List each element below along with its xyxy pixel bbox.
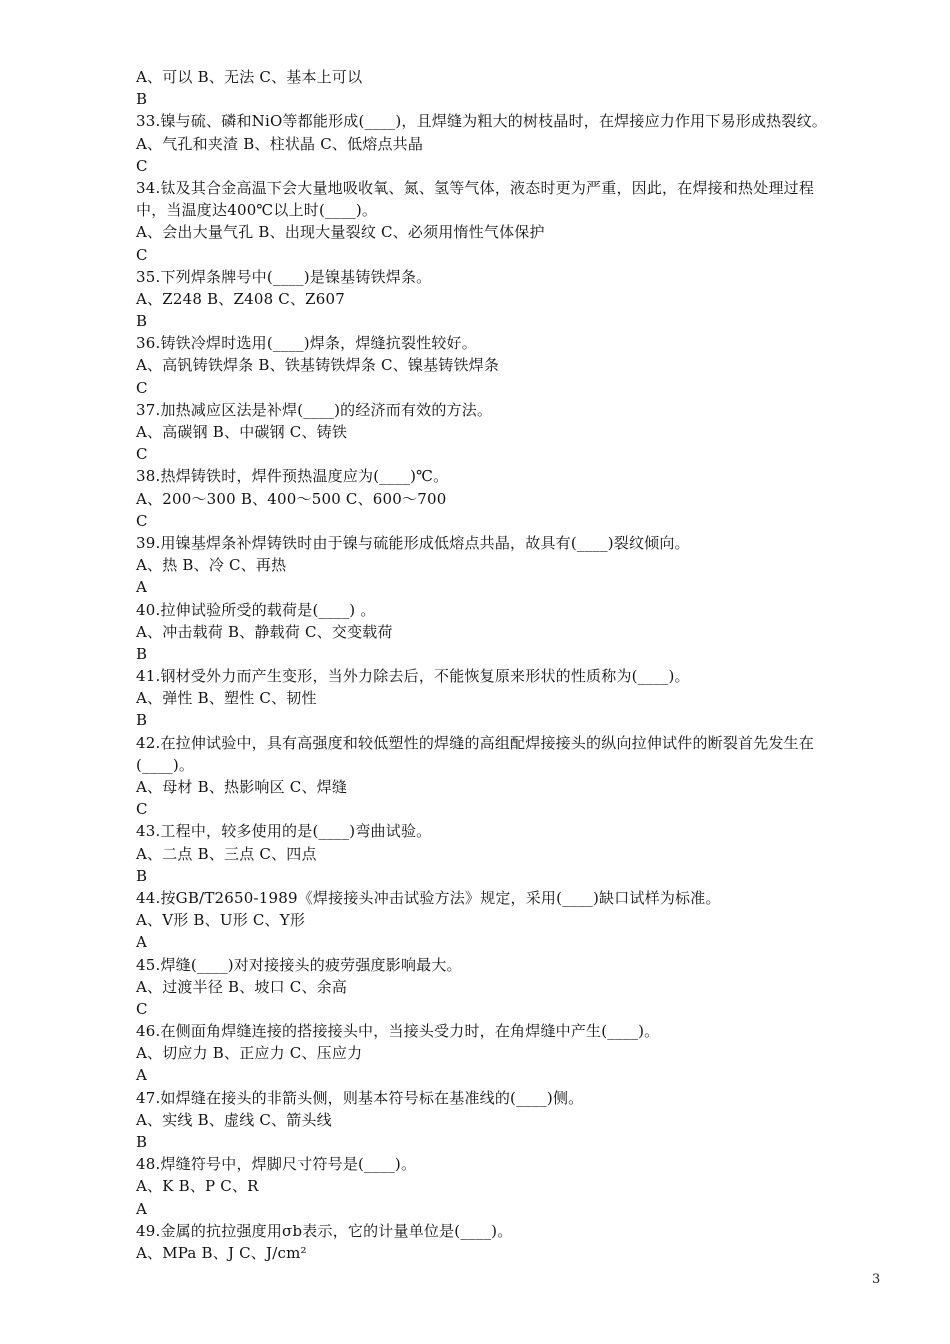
question-text: 47.如焊缝在接头的非箭头侧，则基本符号标在基准线的(____)侧。 [136, 1088, 584, 1107]
answer-options: A、实线 B、虚线 C、箭头线 [136, 1110, 332, 1129]
correct-answer: C [136, 800, 148, 819]
question-text: 35.下列焊条牌号中(____)是镍基铸铁焊条。 [136, 267, 432, 286]
question-text: 36.铸铁冷焊时选用(____)焊条，焊缝抗裂性较好。 [136, 334, 477, 353]
question-text: 45.焊缝(____)对对接接头的疲劳强度影响最大。 [136, 955, 462, 974]
correct-answer: A [136, 578, 148, 597]
question-text: 43.工程中，较多使用的是(____)弯曲试验。 [136, 822, 432, 841]
answer-options: A、K B、P C、R [136, 1177, 259, 1196]
question-text: 49.金属的抗拉强度用σb表示，它的计量单位是(____)。 [136, 1221, 513, 1240]
answer-options: A、200～300 B、400～500 C、600～700 [136, 489, 447, 508]
answer-options: A、MPa B、J C、J/cm² [136, 1243, 307, 1262]
answer-options: A、高钒铸铁焊条 B、铁基铸铁焊条 C、镍基铸铁焊条 [136, 356, 500, 375]
answer-options: A、母材 B、热影响区 C、焊缝 [136, 778, 348, 796]
answer-options: A、热 B、冷 C、再热 [136, 556, 287, 575]
document-body [136, 66, 896, 1264]
correct-answer: C [136, 245, 148, 264]
correct-answer: B [136, 711, 148, 730]
text-line: 中，当温度达400℃以上时(____)。 [136, 201, 378, 220]
answer-options: A、Z248 B、Z408 C、Z607 [136, 289, 346, 308]
answer-options: A、会出大量气孔 B、出现大量裂纹 C、必须用惰性气体保护 [136, 223, 545, 242]
correct-answer: A [136, 933, 148, 952]
question-text: 44.按GB/T2650-1989《焊接接头冲击试验方法》规定，采用(____)缺口试样为标准。 [136, 888, 721, 907]
answer-options: A、二点 B、三点 C、四点 [136, 844, 317, 863]
question-text: 38.热焊铸铁时，焊件预热温度应为(____)℃。 [136, 467, 449, 486]
correct-answer: A [136, 1199, 148, 1218]
question-text: 48.焊缝符号中，焊脚尺寸符号是(____)。 [136, 1155, 417, 1174]
answer-options: A、弹性 B、塑性 C、韧性 [136, 689, 317, 708]
question-text: 34.钛及其合金高温下会大量地吸收氧、氮、氢等气体，液态时更为严重，因此，在焊接和热处理过程 [136, 178, 815, 197]
answer-options: A、可以 B、无法 C、基本上可以 [136, 68, 363, 86]
correct-answer: B [136, 90, 148, 109]
question-text: 40.拉伸试验所受的载荷是(____) 。 [136, 600, 376, 619]
question-text: 37.加热减应区法是补焊(____)的经济而有效的方法。 [136, 400, 493, 419]
correct-answer: C [136, 156, 148, 175]
question-text: 42.在拉伸试验中，具有高强度和较低塑性的焊缝的高组配焊接接头的纵向拉伸试件的断裂首先发生在 [136, 733, 815, 752]
answer-options: A、过渡半径 B、坡口 C、余高 [136, 977, 348, 996]
correct-answer: C [136, 378, 148, 397]
correct-answer: B [136, 1133, 148, 1151]
correct-answer: C [136, 511, 148, 530]
text-line: (____)。 [136, 755, 195, 774]
question-text: 46.在侧面角焊缝连接的搭接接头中，当接头受力时，在角焊缝中产生(____)。 [136, 1022, 660, 1041]
question-text: 41.钢材受外力而产生变形，当外力除去后，不能恢复原来形状的性质称为(____)。 [136, 667, 690, 686]
answer-options: A、切应力 B、正应力 C、压应力 [136, 1044, 363, 1063]
correct-answer: A [136, 1066, 148, 1085]
question-text: 33.镍与硫、磷和NiO等都能形成(____)，且焊缝为粗大的树枝晶时，在焊接应力作用下易形成热裂纹。 [136, 112, 827, 131]
question-text: 39.用镍基焊条补焊铸铁时由于镍与硫能形成低熔点共晶，故具有(____)裂纹倾向。 [136, 533, 690, 552]
correct-answer: C [136, 445, 148, 464]
correct-answer: B [136, 312, 148, 331]
answer-options: A、高碳钢 B、中碳钢 C、铸铁 [136, 423, 348, 441]
answer-options: A、V形 B、U形 C、Y形 [136, 911, 306, 930]
correct-answer: B [136, 866, 148, 885]
page-number: 3 [872, 1272, 881, 1287]
answer-options: A、冲击载荷 B、静载荷 C、交变载荷 [136, 622, 393, 641]
correct-answer: C [136, 999, 148, 1018]
correct-answer: B [136, 644, 148, 663]
answer-options: A、气孔和夹渣 B、柱状晶 C、低熔点共晶 [136, 134, 424, 153]
